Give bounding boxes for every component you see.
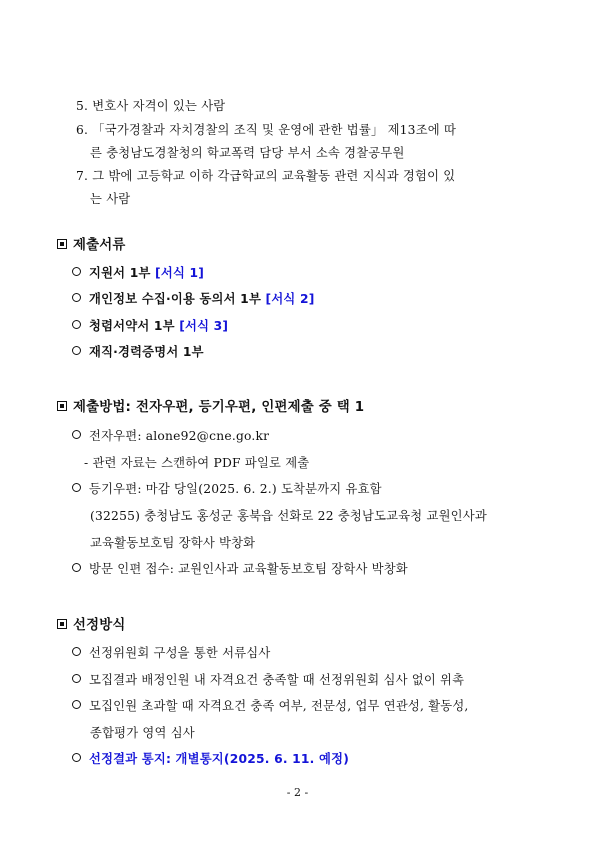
selection-item-2 (72, 672, 464, 688)
submission-email-text: 전자우편: alone92@cne.go.kr (89, 429, 270, 443)
documents-heading-text: 제출서류 (73, 238, 126, 253)
circle-bullet-icon (72, 700, 81, 709)
circle-bullet-icon (72, 563, 81, 572)
document-item-4 (72, 344, 204, 360)
selection-result-notice: 선정결과 통지: 개별통지(2025. 6. 11. 예정) (89, 752, 350, 766)
circle-bullet-icon (72, 647, 81, 656)
square-bullet-icon (57, 619, 67, 629)
form-reference: [서식 2] (265, 292, 315, 306)
document-item-text: 재직·경력증명서 1부 (89, 345, 204, 359)
submission-address-line1: (32255) 충청남도 홍성군 홍북읍 선화로 22 충청남도교육청 교원인사과 (90, 509, 487, 523)
submission-heading (57, 400, 364, 416)
document-item-2 (72, 291, 315, 307)
circle-bullet-icon (72, 430, 81, 439)
selection-item-3-line2: 종합평가 영역 심사 (90, 726, 195, 740)
circle-bullet-icon (72, 483, 81, 492)
list-item-6-line2: 른 충청남도경찰청의 학교폭력 담당 부서 소속 경찰공무원 (90, 146, 405, 160)
list-item-6-line1: 6. 「국가경찰과 자치경찰의 조직 및 운영에 관한 법률」 제13조에 따 (76, 123, 457, 137)
circle-bullet-icon (72, 674, 81, 683)
submission-email (72, 428, 269, 444)
submission-visit (72, 561, 408, 577)
selection-item-3 (72, 698, 469, 714)
selection-item-text: 선정위원회 구성을 통한 서류심사 (89, 646, 271, 660)
circle-bullet-icon (72, 346, 81, 355)
selection-heading-text: 선정방식 (73, 618, 126, 633)
selection-item-text: 모집인원 초과할 때 자격요건 충족 여부, 전문성, 업무 연관성, 활동성, (89, 699, 469, 713)
page-number: - 2 - (286, 786, 309, 799)
selection-item-1 (72, 645, 270, 661)
selection-item-4 (72, 751, 349, 767)
document-item-text: 지원서 1부 (89, 266, 156, 280)
square-bullet-icon (57, 401, 67, 411)
selection-heading (57, 618, 126, 634)
documents-heading (57, 238, 126, 254)
document-item-3 (72, 318, 228, 334)
list-item-5: 5. 변호사 자격이 있는 사람 (76, 99, 226, 113)
submission-email-note: - 관련 자료는 스캔하여 PDF 파일로 제출 (84, 456, 310, 470)
circle-bullet-icon (72, 293, 81, 302)
submission-mail-text: 등기우편: 마감 당일(2025. 6. 2.) 도착분까지 유효함 (89, 482, 382, 496)
submission-heading-text: 제출방법: 전자우편, 등기우편, 인편제출 중 택 1 (73, 400, 365, 415)
list-item-7-line1: 7. 그 밖에 고등학교 이하 각급학교의 교육활동 관련 지식과 경험이 있 (76, 169, 456, 183)
circle-bullet-icon (72, 753, 81, 762)
document-item-text: 개인정보 수집·이용 동의서 1부 (89, 292, 266, 306)
document-item-text: 청렴서약서 1부 (89, 319, 180, 333)
form-reference: [서식 3] (179, 319, 229, 333)
form-reference: [서식 1] (155, 266, 205, 280)
circle-bullet-icon (72, 267, 81, 276)
list-item-7-line2: 는 사람 (90, 192, 131, 206)
submission-visit-text: 방문 인편 접수: 교원인사과 교육활동보호팀 장학사 박창화 (89, 562, 408, 576)
square-bullet-icon (57, 239, 67, 249)
selection-item-text: 모집결과 배정인원 내 자격요건 충족할 때 선정위원회 심사 없이 위촉 (89, 673, 465, 687)
submission-mail (72, 481, 382, 497)
submission-address-line2: 교육활동보호팀 장학사 박창화 (90, 536, 256, 550)
circle-bullet-icon (72, 320, 81, 329)
document-item-1 (72, 265, 204, 281)
